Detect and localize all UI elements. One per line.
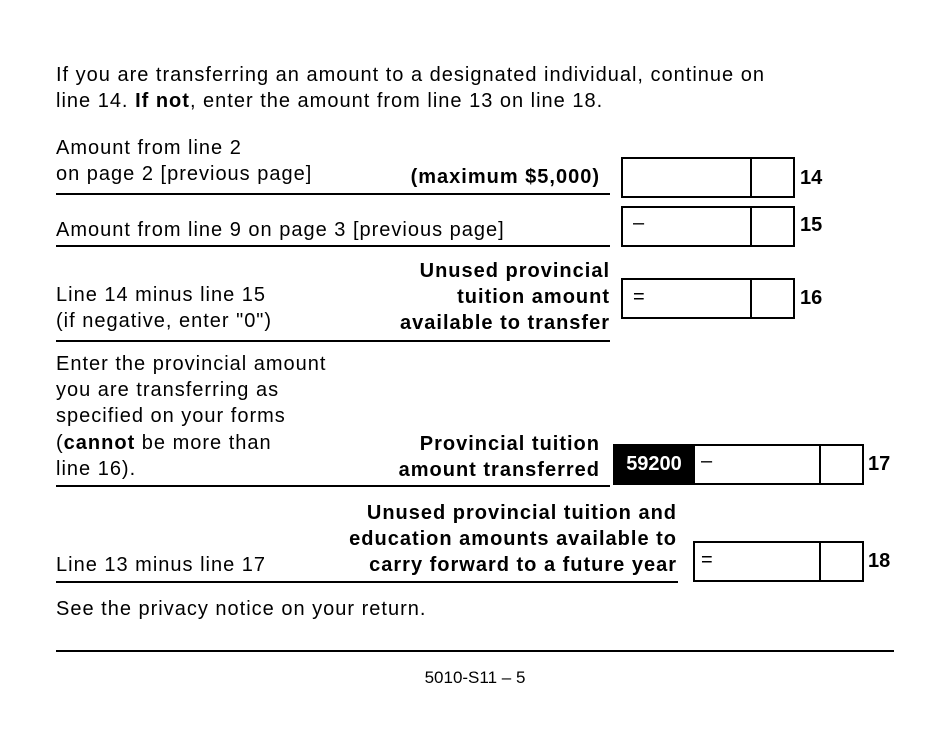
line18-label-1: Unused provincial tuition and [366,502,677,524]
line18-equals-sign: = [701,549,714,571]
line17-minus-sign: – [701,450,714,472]
line18-label-3: carry forward to a future year [369,554,677,576]
line14-description-2: on page 2 [previous page] [56,163,313,185]
line17-description-4 [56,430,272,456]
line15-cents-divider [750,208,752,245]
line16-description-1: Line 14 minus line 15 [56,284,267,306]
line18-rule [56,581,678,583]
intro-line-2 [56,88,603,114]
line16-amount-field[interactable] [621,278,795,319]
line16-label-2: tuition amount [457,286,610,308]
line18-label-2: education amounts available to [349,528,677,550]
line17-description-4-rest: be more than [135,432,272,454]
privacy-notice: See the privacy notice on your return. [56,598,427,620]
line18-description: Line 13 minus line 17 [56,554,267,576]
line17-description-5: line 16). [56,458,137,480]
line15-amount-field[interactable] [621,206,795,247]
line14-description-1: Amount from line 2 [56,137,242,159]
line18-cents-divider [819,543,821,580]
line17-label-1: Provincial tuition [419,433,600,455]
line17-description-3: specified on your forms [56,405,286,427]
footer-form-id: 5010-S11 – 5 [424,668,526,687]
line14-maximum-note: (maximum $5,000) [410,166,600,188]
line18-amount-field[interactable] [693,541,864,582]
line17-description-2: you are transferring as [56,379,280,401]
line17-amount-field[interactable] [693,444,864,485]
line15-description: Amount from line 9 on page 3 [previous page] [56,219,505,241]
line17-cannot-bold: cannot [63,432,136,454]
line14-number: 14 [800,167,823,189]
line17-description-1: Enter the provincial amount [56,353,327,375]
line16-label-3: available to transfer [400,312,610,334]
line16-cents-divider [750,280,752,317]
line17-cents-divider [819,446,821,483]
line17-code-box: 59200 [613,444,695,485]
intro-line-2-suffix: , enter the amount from line 13 on line 18. [189,90,604,112]
line17-number: 17 [868,453,891,475]
line14-cents-divider [750,159,752,196]
intro-line-2-prefix: line 14. [56,90,136,112]
line17-rule [56,485,610,487]
intro-line-2-bold: If not [135,90,190,112]
line15-rule [56,245,610,247]
line15-number: 15 [800,214,823,236]
line16-equals-sign: = [633,286,646,308]
line16-label-1: Unused provincial [419,260,610,282]
line17-description-4-open: ( [56,432,64,454]
footer-rule [56,650,894,652]
line14-amount-field[interactable] [621,157,795,198]
intro-line-1: If you are transferring an amount to a designated individual, continue on [56,64,765,86]
line14-rule [56,193,610,195]
line16-description-2: (if negative, enter "0") [56,310,273,332]
line17-label-2: amount transferred [398,459,600,481]
line18-number: 18 [868,550,891,572]
line15-minus-sign: – [633,212,646,234]
line16-number: 16 [800,287,823,309]
line16-rule [56,340,610,342]
